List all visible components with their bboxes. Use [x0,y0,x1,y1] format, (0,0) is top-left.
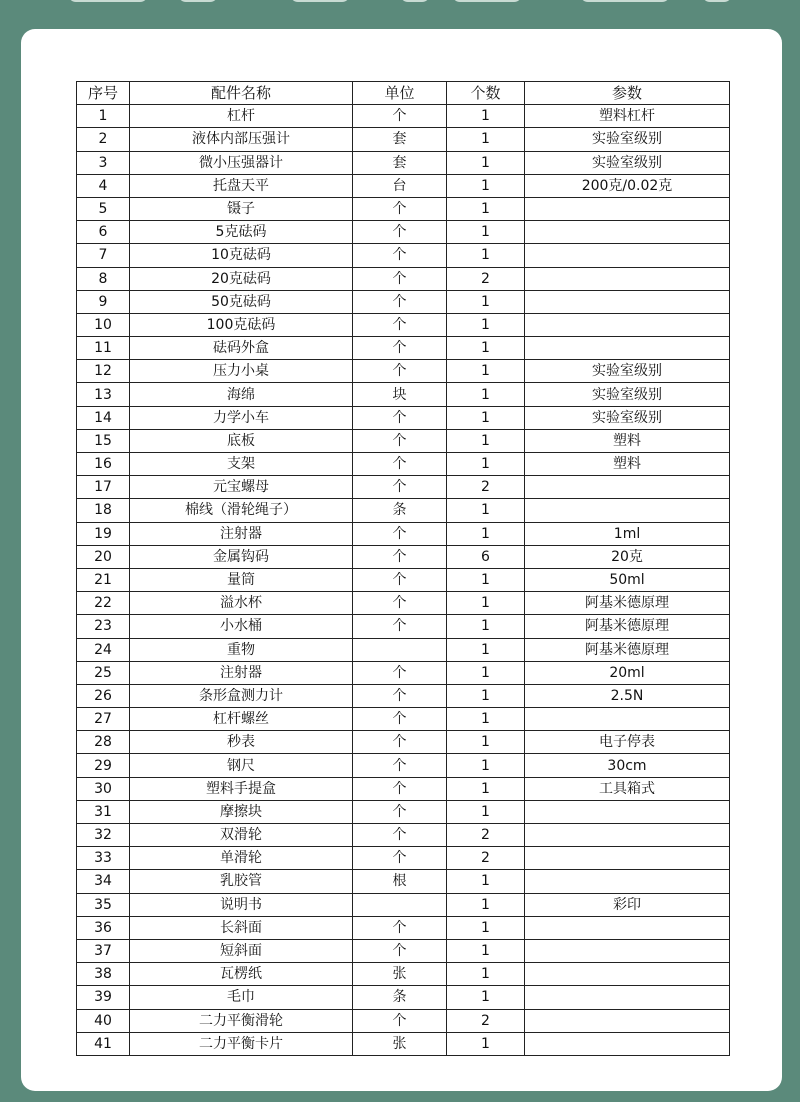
table-row [77,429,730,452]
table-row [77,476,730,499]
table-row [77,916,730,939]
header-quantity: 个数 [447,82,525,105]
cell-quantity: 1 [447,754,525,777]
cell-part-name: 溢水杯 [130,592,353,615]
cell-quantity: 1 [447,986,525,1009]
cell-quantity: 1 [447,128,525,151]
cell-index: 7 [77,244,130,267]
cell-unit: 个 [353,105,447,128]
cell-index: 3 [77,151,130,174]
cell-quantity: 1 [447,197,525,220]
cell-parameters: 实验室级别 [525,383,730,406]
cell-part-name: 压力小桌 [130,360,353,383]
table-row [77,847,730,870]
cell-parameters [525,916,730,939]
cell-parameters: 塑料 [525,429,730,452]
table-row [77,545,730,568]
cell-parameters [525,824,730,847]
cell-parameters: 阿基米德原理 [525,638,730,661]
table-row [77,522,730,545]
cell-unit: 套 [353,151,447,174]
cell-quantity: 2 [447,476,525,499]
header-parameters: 参数 [525,82,730,105]
cell-quantity: 1 [447,1032,525,1055]
cell-quantity: 1 [447,615,525,638]
cell-quantity: 1 [447,708,525,731]
cell-unit: 个 [353,708,447,731]
cell-quantity: 1 [447,522,525,545]
cell-quantity: 1 [447,661,525,684]
cell-unit: 个 [353,916,447,939]
cell-index: 27 [77,708,130,731]
cell-part-name: 5克砝码 [130,221,353,244]
table-row [77,708,730,731]
cell-part-name: 钢尺 [130,754,353,777]
cell-index: 8 [77,267,130,290]
cell-index: 26 [77,684,130,707]
cell-unit [353,893,447,916]
cell-part-name: 量筒 [130,568,353,591]
cell-quantity: 1 [447,360,525,383]
cell-parameters [525,476,730,499]
table-row [77,290,730,313]
cell-index: 36 [77,916,130,939]
cell-parameters: 实验室级别 [525,128,730,151]
cell-parameters [525,870,730,893]
cell-part-name: 塑料手提盒 [130,777,353,800]
cell-quantity: 1 [447,453,525,476]
cell-part-name: 托盘天平 [130,174,353,197]
cell-part-name: 单滑轮 [130,847,353,870]
cell-part-name: 毛巾 [130,986,353,1009]
cell-index: 1 [77,105,130,128]
header-index: 序号 [77,82,130,105]
cell-quantity: 1 [447,383,525,406]
cell-index: 16 [77,453,130,476]
table-row [77,499,730,522]
cell-unit: 块 [353,383,447,406]
cell-part-name: 小水桶 [130,615,353,638]
cell-unit: 个 [353,290,447,313]
cell-unit: 个 [353,684,447,707]
table-row [77,615,730,638]
cell-parameters: 20ml [525,661,730,684]
table-row [77,800,730,823]
cell-quantity: 1 [447,568,525,591]
header-part-name: 配件名称 [130,82,353,105]
cell-index: 2 [77,128,130,151]
cell-unit: 个 [353,244,447,267]
cell-part-name: 瓦楞纸 [130,963,353,986]
cell-parameters: 20克 [525,545,730,568]
cell-unit: 张 [353,1032,447,1055]
cell-quantity: 1 [447,174,525,197]
cell-part-name: 金属钩码 [130,545,353,568]
cell-part-name: 杠杆螺丝 [130,708,353,731]
cell-quantity: 1 [447,731,525,754]
cell-quantity: 1 [447,337,525,360]
cell-index: 39 [77,986,130,1009]
cell-index: 18 [77,499,130,522]
cell-parameters [525,221,730,244]
cell-quantity: 1 [447,800,525,823]
table-row [77,963,730,986]
cell-index: 12 [77,360,130,383]
cell-part-name: 双滑轮 [130,824,353,847]
table-row [77,893,730,916]
cell-index: 14 [77,406,130,429]
cell-parameters [525,290,730,313]
cell-unit: 个 [353,313,447,336]
cell-index: 11 [77,337,130,360]
cell-unit: 个 [353,731,447,754]
cell-quantity: 1 [447,244,525,267]
cell-part-name: 海绵 [130,383,353,406]
table-row [77,105,730,128]
cell-index: 25 [77,661,130,684]
cell-parameters [525,939,730,962]
cell-quantity: 1 [447,151,525,174]
cell-parameters: 30cm [525,754,730,777]
header-decoration [0,0,800,10]
table-row [77,383,730,406]
cell-unit: 个 [353,267,447,290]
cell-part-name: 条形盒测力计 [130,684,353,707]
cell-index: 34 [77,870,130,893]
cell-quantity: 1 [447,499,525,522]
cell-index: 35 [77,893,130,916]
cell-quantity: 1 [447,429,525,452]
table-row [77,174,730,197]
table-row [77,151,730,174]
cell-index: 23 [77,615,130,638]
cell-index: 37 [77,939,130,962]
cell-index: 33 [77,847,130,870]
cell-parameters: 1ml [525,522,730,545]
cell-unit: 套 [353,128,447,151]
cell-unit: 个 [353,476,447,499]
table-row [77,777,730,800]
cell-index: 20 [77,545,130,568]
cell-part-name: 短斜面 [130,939,353,962]
cell-quantity: 2 [447,824,525,847]
cell-parameters: 工具箱式 [525,777,730,800]
cell-parameters: 实验室级别 [525,360,730,383]
table-row [77,267,730,290]
cell-part-name: 支架 [130,453,353,476]
table-row [77,313,730,336]
cell-index: 15 [77,429,130,452]
table-body [77,105,730,1056]
cell-part-name: 重物 [130,638,353,661]
table-row [77,197,730,220]
cell-parameters [525,800,730,823]
table-row [77,824,730,847]
cell-unit: 根 [353,870,447,893]
cell-quantity: 1 [447,870,525,893]
cell-quantity: 1 [447,592,525,615]
cell-index: 19 [77,522,130,545]
cell-part-name: 棉线（滑轮绳子） [130,499,353,522]
cell-index: 9 [77,290,130,313]
parts-table [76,81,730,1056]
cell-unit: 个 [353,406,447,429]
table-row [77,684,730,707]
table-row [77,568,730,591]
cell-quantity: 1 [447,290,525,313]
cell-parameters: 2.5N [525,684,730,707]
cell-part-name: 底板 [130,429,353,452]
table-row [77,731,730,754]
cell-part-name: 砝码外盒 [130,337,353,360]
cell-quantity: 1 [447,684,525,707]
cell-quantity: 2 [447,267,525,290]
cell-parameters [525,986,730,1009]
cell-parameters [525,313,730,336]
cell-part-name: 液体内部压强计 [130,128,353,151]
cell-part-name: 乳胶管 [130,870,353,893]
cell-part-name: 力学小车 [130,406,353,429]
cell-index: 24 [77,638,130,661]
cell-part-name: 元宝螺母 [130,476,353,499]
cell-unit: 个 [353,568,447,591]
table-row [77,986,730,1009]
cell-unit: 个 [353,522,447,545]
cell-unit: 个 [353,754,447,777]
cell-unit: 个 [353,360,447,383]
cell-part-name: 50克砝码 [130,290,353,313]
cell-unit: 个 [353,824,447,847]
cell-part-name: 注射器 [130,661,353,684]
cell-parameters [525,197,730,220]
cell-parameters: 阿基米德原理 [525,592,730,615]
cell-parameters [525,499,730,522]
cell-quantity: 1 [447,406,525,429]
cell-unit: 条 [353,986,447,1009]
table-row [77,1009,730,1032]
cell-quantity: 2 [447,847,525,870]
cell-parameters: 塑料杠杆 [525,105,730,128]
cell-parameters [525,267,730,290]
cell-unit: 个 [353,221,447,244]
cell-part-name: 微小压强器计 [130,151,353,174]
content-card [21,29,782,1091]
cell-index: 22 [77,592,130,615]
table-row [77,939,730,962]
cell-unit: 个 [353,337,447,360]
cell-unit: 个 [353,939,447,962]
cell-unit: 张 [353,963,447,986]
table-row [77,592,730,615]
cell-quantity: 1 [447,638,525,661]
table-row [77,1032,730,1055]
cell-quantity: 6 [447,545,525,568]
cell-parameters [525,244,730,267]
cell-index: 5 [77,197,130,220]
cell-parameters: 阿基米德原理 [525,615,730,638]
cell-part-name: 10克砝码 [130,244,353,267]
cell-part-name: 20克砝码 [130,267,353,290]
cell-parameters [525,1009,730,1032]
cell-parameters: 200克/0.02克 [525,174,730,197]
table-row [77,128,730,151]
cell-part-name: 秒表 [130,731,353,754]
cell-unit: 个 [353,429,447,452]
cell-parameters [525,708,730,731]
table-row [77,453,730,476]
cell-part-name: 二力平衡滑轮 [130,1009,353,1032]
cell-parameters: 50ml [525,568,730,591]
cell-unit: 台 [353,174,447,197]
cell-quantity: 1 [447,939,525,962]
cell-part-name: 镊子 [130,197,353,220]
cell-index: 10 [77,313,130,336]
cell-index: 21 [77,568,130,591]
table-row [77,661,730,684]
table-row [77,638,730,661]
cell-parameters [525,963,730,986]
cell-parameters: 塑料 [525,453,730,476]
cell-index: 28 [77,731,130,754]
cell-unit: 个 [353,777,447,800]
cell-part-name: 100克砝码 [130,313,353,336]
table-row [77,870,730,893]
cell-parameters: 实验室级别 [525,406,730,429]
cell-index: 6 [77,221,130,244]
cell-index: 31 [77,800,130,823]
cell-part-name: 二力平衡卡片 [130,1032,353,1055]
cell-quantity: 1 [447,105,525,128]
cell-parameters [525,337,730,360]
table-row [77,337,730,360]
cell-index: 32 [77,824,130,847]
cell-part-name: 长斜面 [130,916,353,939]
cell-quantity: 1 [447,221,525,244]
cell-index: 41 [77,1032,130,1055]
cell-index: 17 [77,476,130,499]
cell-index: 13 [77,383,130,406]
cell-unit [353,638,447,661]
table-row [77,406,730,429]
cell-unit: 个 [353,453,447,476]
cell-quantity: 1 [447,777,525,800]
cell-unit: 个 [353,592,447,615]
cell-unit: 个 [353,615,447,638]
cell-parameters [525,1032,730,1055]
table-row [77,360,730,383]
cell-parameters: 电子停表 [525,731,730,754]
cell-unit: 个 [353,847,447,870]
cell-quantity: 1 [447,313,525,336]
cell-part-name: 注射器 [130,522,353,545]
table-row [77,221,730,244]
cell-quantity: 1 [447,963,525,986]
cell-unit: 个 [353,661,447,684]
cell-unit: 个 [353,1009,447,1032]
cell-unit: 个 [353,197,447,220]
table-row [77,754,730,777]
cell-quantity: 1 [447,893,525,916]
cell-quantity: 1 [447,916,525,939]
cell-index: 30 [77,777,130,800]
cell-index: 38 [77,963,130,986]
table-header-row [77,82,730,105]
cell-part-name: 摩擦块 [130,800,353,823]
cell-quantity: 2 [447,1009,525,1032]
header-unit: 单位 [353,82,447,105]
cell-parameters: 彩印 [525,893,730,916]
cell-parameters [525,847,730,870]
cell-unit: 个 [353,545,447,568]
table-row [77,244,730,267]
cell-part-name: 杠杆 [130,105,353,128]
cell-index: 29 [77,754,130,777]
cell-unit: 条 [353,499,447,522]
cell-parameters: 实验室级别 [525,151,730,174]
cell-part-name: 说明书 [130,893,353,916]
cell-unit: 个 [353,800,447,823]
cell-index: 40 [77,1009,130,1032]
cell-index: 4 [77,174,130,197]
